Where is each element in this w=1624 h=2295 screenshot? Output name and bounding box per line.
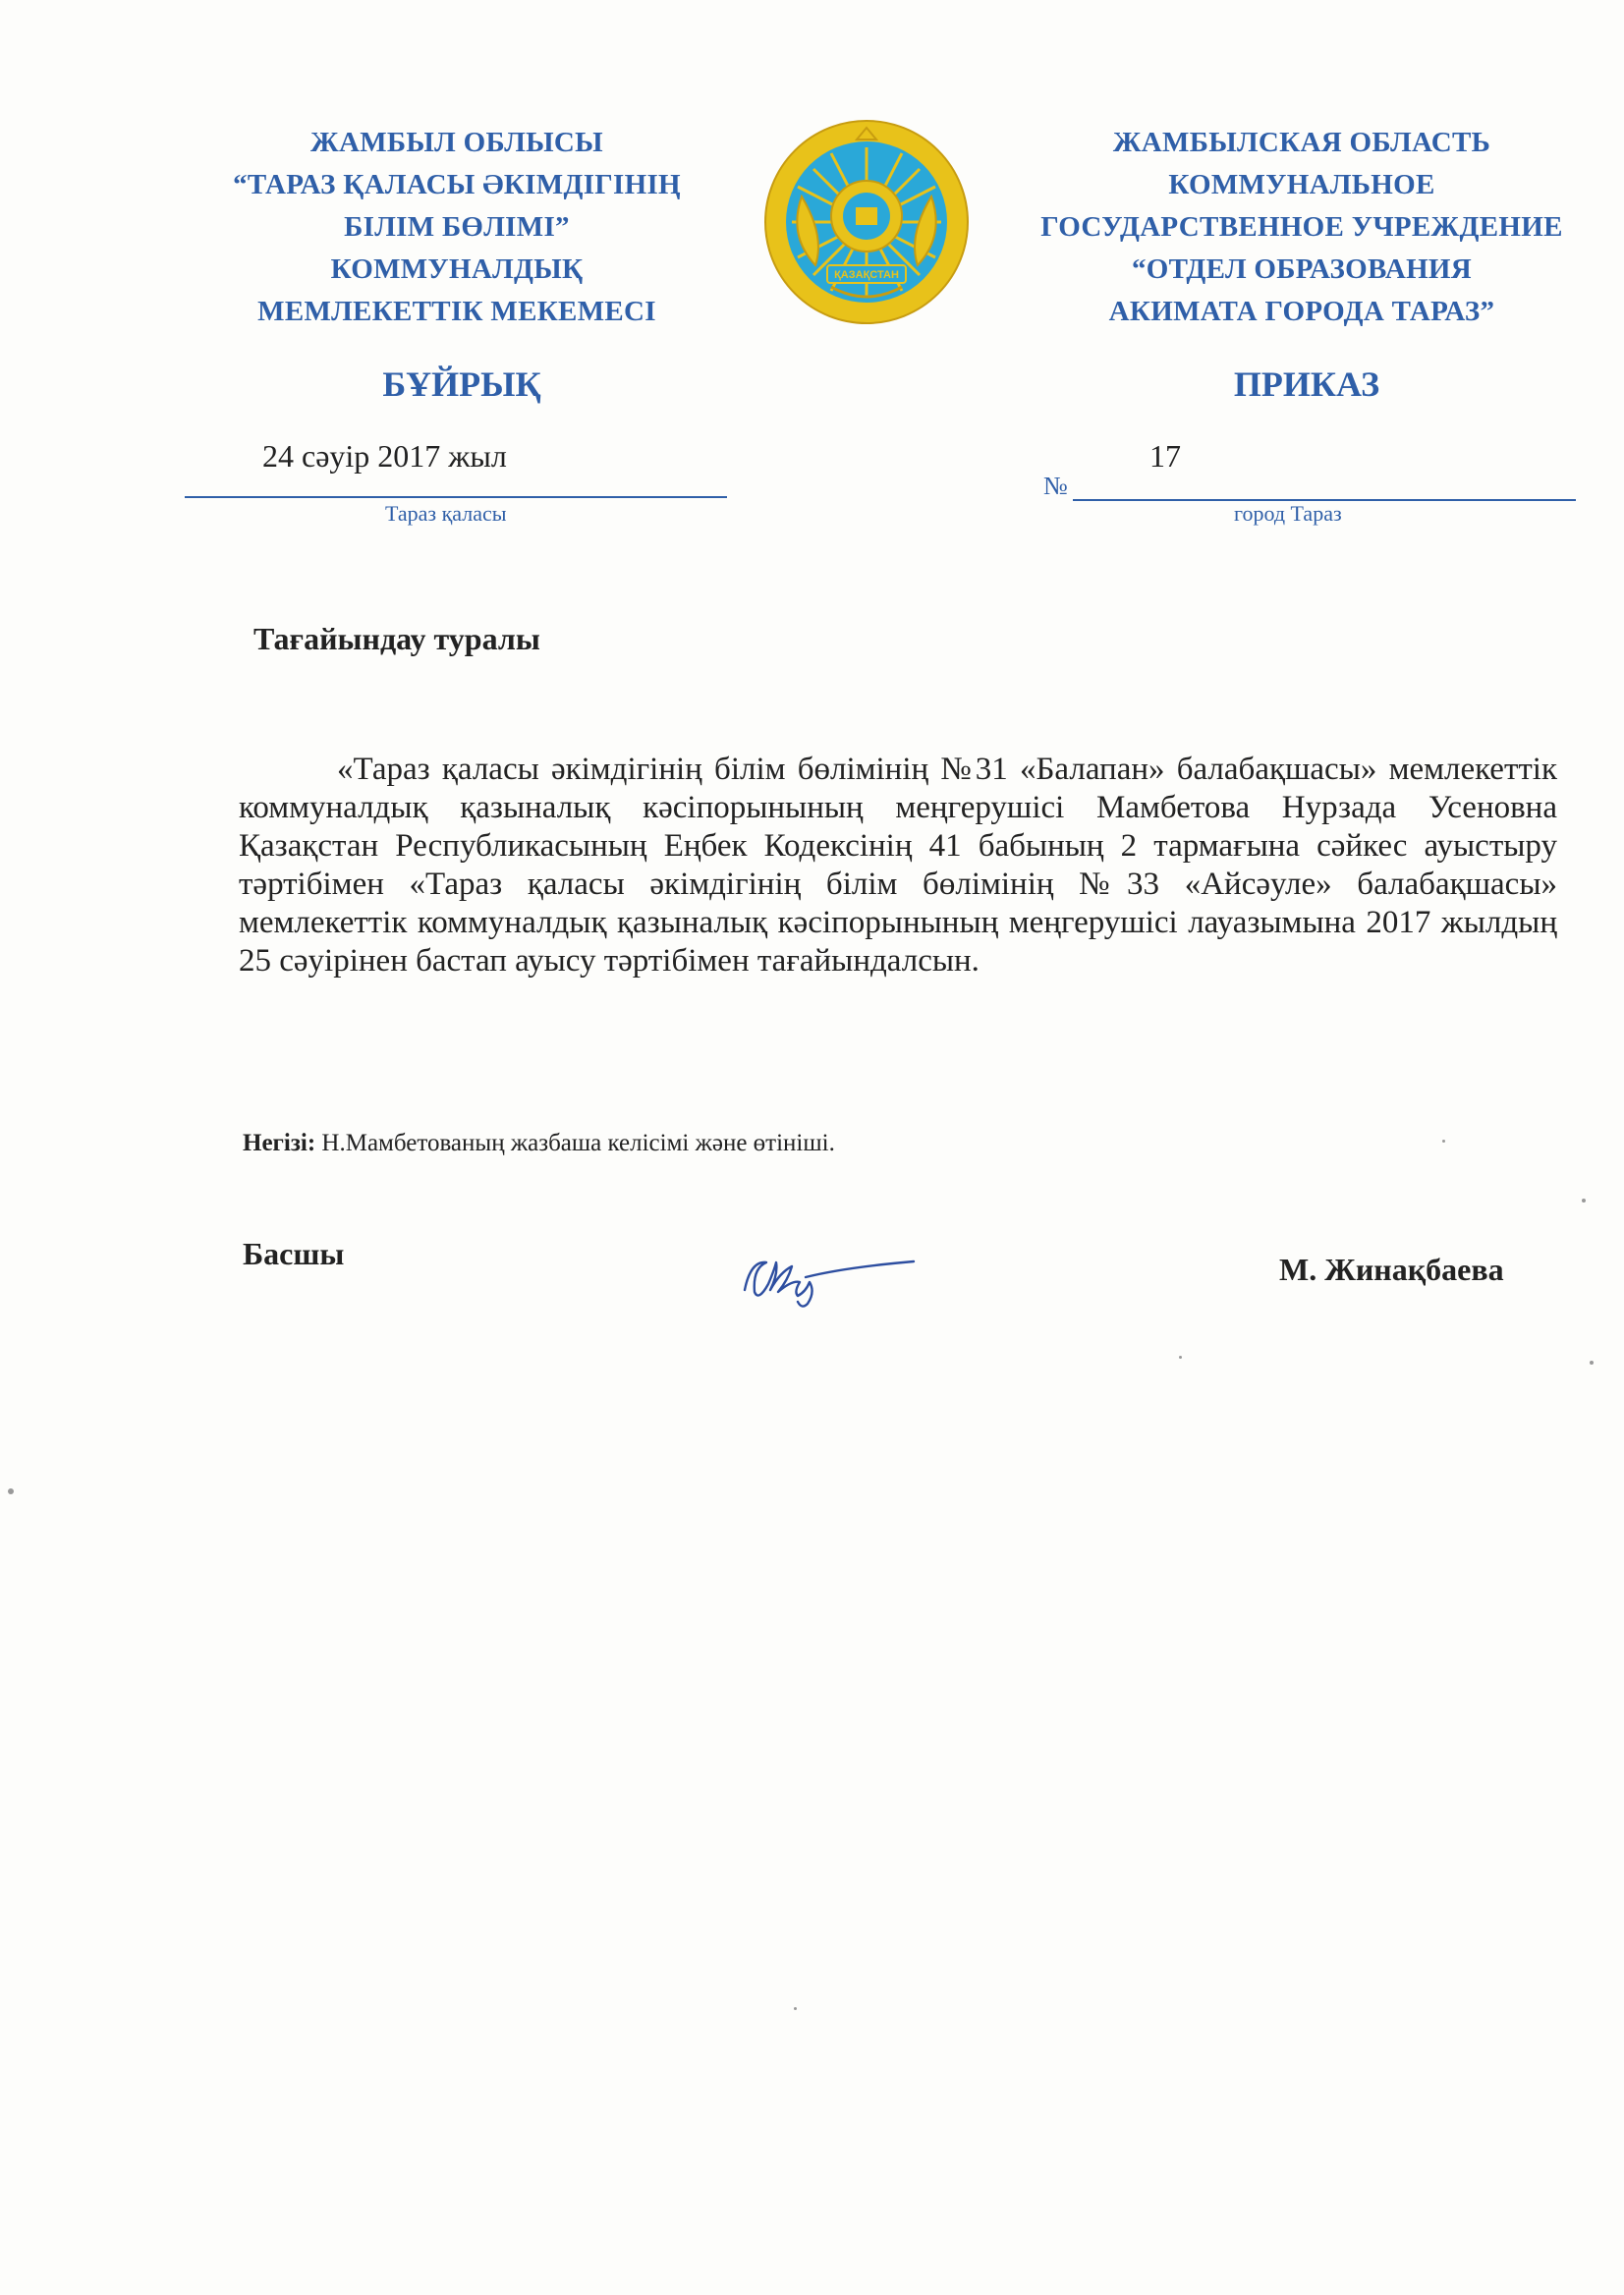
order-date: 24 сәуір 2017 жыл bbox=[262, 438, 507, 474]
basis-label: Негізі: bbox=[243, 1130, 316, 1156]
scan-speck bbox=[1582, 1199, 1586, 1203]
handwritten-signature bbox=[737, 1236, 924, 1315]
header-right-line: ЖАМБЫЛСКАЯ ОБЛАСТЬ bbox=[1112, 127, 1491, 158]
city-kazakh: Тараз қаласы bbox=[385, 501, 507, 526]
header-right-russian bbox=[1012, 122, 1592, 333]
order-body-text: «Тараз қаласы әкімдігінің білім бөлімінің №31 «Балапан» балабақшасы» мемлекеттік коммуналдық қазыналық кәсіпорынының меңгерушісі Мамбетова Нурзада Усеновна Қазақстан Республикасының Еңбек Кодексінің 41 бабының 2 тармағына сәйкес ауыстыру тәртібімен «Тараз қаласы әкімдігінің білім бөлімінің №33 «Айсәуле» балабақшасы» мемлекеттік коммуналдық қазыналық кәсіпорынының меңгерушісі лауазымына 2017 жылдың 25 сәуірінен бастап ауысу тәртібімен тағайындалсын. bbox=[239, 752, 1557, 979]
header-left-line: МЕМЛЕКЕТТІК МЕКЕМЕСІ bbox=[257, 296, 656, 327]
kazakhstan-state-emblem-icon bbox=[762, 118, 971, 326]
header-right-line: “ОТДЕЛ ОБРАЗОВАНИЯ bbox=[1131, 253, 1473, 285]
scan-speck bbox=[1590, 1361, 1594, 1365]
doc-type-kazakh: БҰЙРЫҚ bbox=[382, 364, 541, 404]
header-left-line: ЖАМБЫЛ ОБЛЫСЫ bbox=[310, 127, 603, 158]
header-right-line: ГОСУДАРСТВЕННОЕ УЧРЕЖДЕНИЕ bbox=[1040, 211, 1563, 243]
header-right-line: АКИМАТА ГОРОДА ТАРАЗ” bbox=[1108, 296, 1495, 327]
scan-speck bbox=[8, 1488, 14, 1494]
scan-speck bbox=[1179, 1356, 1182, 1359]
date-underline bbox=[185, 496, 727, 498]
signatory-name: М. Жинақбаева bbox=[1279, 1252, 1504, 1287]
scan-speck bbox=[1442, 1140, 1445, 1143]
header-left-line: КОММУНАЛДЫҚ bbox=[330, 253, 584, 285]
emblem-text: ҚАЗАҚСТАН bbox=[834, 269, 899, 281]
header-left-kazakh bbox=[177, 122, 737, 333]
number-sign: № bbox=[1043, 472, 1068, 500]
order-number: 17 bbox=[1149, 438, 1181, 474]
scan-speck bbox=[794, 2007, 797, 2010]
doc-type-russian: ПРИКАЗ bbox=[1233, 364, 1380, 404]
city-russian: город Тараз bbox=[1234, 501, 1342, 526]
signatory-title: Басшы bbox=[243, 1236, 345, 1271]
header-left-line: БІЛІМ БӨЛІМІ” bbox=[344, 211, 570, 243]
basis-line bbox=[243, 1130, 835, 1157]
order-subject: Тағайындау туралы bbox=[253, 621, 540, 656]
header-left-line: “ТАРАЗ ҚАЛАСЫ ӘКІМДІГІНІҢ bbox=[233, 169, 681, 200]
basis-text: Н.Мамбетованың жазбаша келісімі және өтініші. bbox=[315, 1130, 835, 1156]
header-right-line: КОММУНАЛЬНОЕ bbox=[1168, 169, 1435, 200]
